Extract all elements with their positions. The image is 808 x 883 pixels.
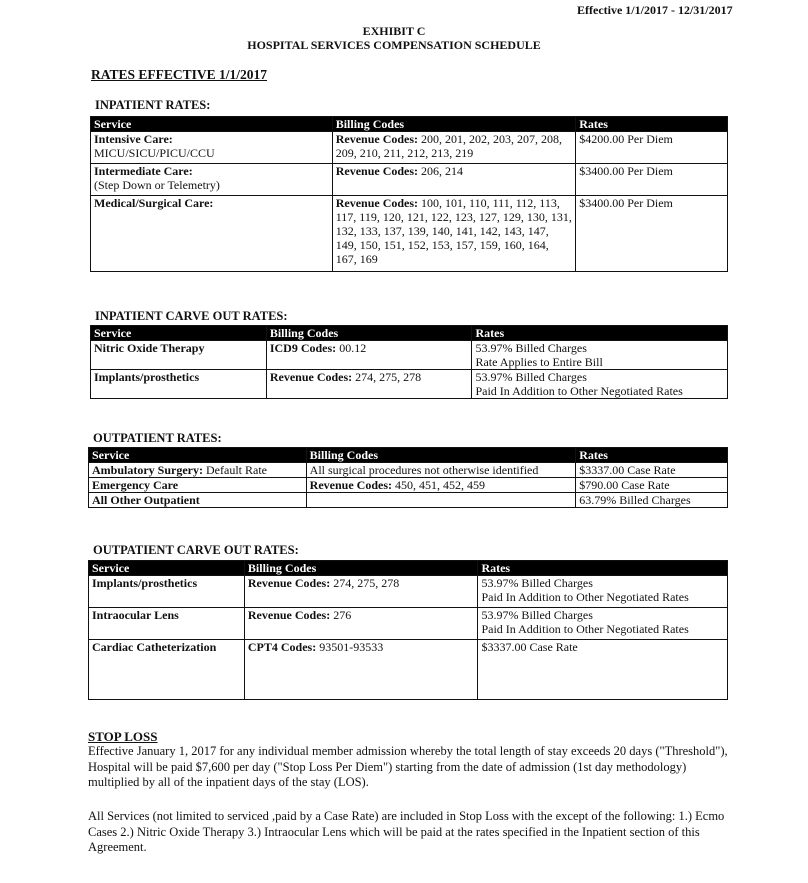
table-row — [89, 478, 728, 493]
codes-cell — [332, 164, 576, 196]
table-row — [89, 493, 728, 508]
stop-loss-heading: STOP LOSS — [88, 729, 158, 744]
service-name: Intensive Care: — [94, 132, 173, 146]
table-row — [89, 576, 728, 608]
inpatient-carve-heading: INPATIENT CARVE OUT RATES: — [95, 309, 288, 323]
column-header: Rates — [576, 448, 728, 463]
table-header-row — [91, 326, 728, 341]
codes-label: Revenue Codes: — [335, 132, 419, 146]
service-cell: Intraocular Lens — [89, 608, 245, 640]
codes-cell — [244, 640, 478, 700]
service-cell — [91, 196, 333, 272]
table-row — [89, 463, 728, 478]
service-cell: All Other Outpatient — [89, 493, 307, 508]
column-header: Rates — [472, 326, 728, 341]
codes-cell — [266, 370, 472, 399]
codes-value: 274, 275, 278 — [352, 370, 422, 384]
table-row — [91, 132, 728, 164]
column-header: Service — [89, 561, 245, 576]
codes-label: Revenue Codes: — [309, 478, 392, 492]
rate-note: Paid In Addition to Other Negotiated Rates — [481, 622, 689, 636]
rate-cell — [472, 370, 728, 399]
rate-cell: $3337.00 Case Rate — [576, 463, 728, 478]
service-cell: Implants/prosthetics — [91, 370, 267, 399]
service-cell: Nitric Oxide Therapy — [91, 341, 267, 370]
service-cell — [91, 132, 333, 164]
rate-note: Paid In Addition to Other Negotiated Rates — [475, 384, 683, 398]
codes-label: ICD9 Codes: — [269, 341, 337, 355]
stop-loss-paragraph: Effective January 1, 2017 for any individual member admission whereby the total length of stay exceeds 20 days ("Threshold"), Hospital will be paid $7,600 per day ("Stop Loss Per Diem") starting from the date of admission (1st day methodology) multiplied by all of the inpatient days of the stay (LOS). — [88, 744, 728, 789]
rate-cell: 63.79% Billed Charges — [576, 493, 728, 508]
table-header-row — [89, 561, 728, 576]
rate-cell — [478, 640, 728, 700]
service-cell — [91, 164, 333, 196]
codes-value: 450, 451, 452, 459 — [392, 478, 485, 492]
document-title: HOSPITAL SERVICES COMPENSATION SCHEDULE — [247, 38, 541, 52]
column-header: Rates — [576, 117, 728, 132]
codes-label: Revenue Codes: — [335, 164, 419, 178]
table-row — [91, 370, 728, 399]
codes-cell — [332, 132, 576, 164]
table-row — [91, 164, 728, 196]
rate-line: 53.97% Billed Charges — [475, 370, 587, 384]
column-header: Billing Codes — [266, 326, 472, 341]
rate-cell — [478, 576, 728, 608]
column-header: Billing Codes — [306, 448, 576, 463]
codes-cell — [244, 608, 478, 640]
service-name: Ambulatory Surgery: — [92, 463, 203, 477]
outpatient-carve-heading: OUTPATIENT CARVE OUT RATES: — [93, 543, 299, 557]
codes-value: 206, 214 — [418, 164, 464, 178]
inpatient-carve-table — [90, 325, 728, 399]
column-header: Service — [91, 326, 267, 341]
outpatient-table — [88, 447, 728, 508]
rates-effective-heading: RATES EFFECTIVE 1/1/2017 — [91, 67, 268, 82]
service-sub: (Step Down or Telemetry) — [94, 178, 220, 192]
rate-cell: $3400.00 Per Diem — [576, 196, 728, 272]
codes-cell — [306, 478, 576, 493]
rate-cell: $4200.00 Per Diem — [576, 132, 728, 164]
table-row — [91, 196, 728, 272]
rate-cell — [478, 608, 728, 640]
rate-line: 53.97% Billed Charges — [481, 576, 593, 590]
service-rest: Default Rate — [203, 463, 267, 477]
table-header-row — [91, 117, 728, 132]
codes-cell — [266, 341, 472, 370]
codes-value: 100, 101, 110, 111, 112, 113, 117, 119, 120, 121, 122, 123, 127, 129, 130, 131, 132, 133, 137, 139, 140, 141, 142, 143, 147, 149, 150, 151, 152, 153, 157, 159, 160, 164, 167, 169 — [335, 196, 572, 266]
codes-cell — [244, 576, 478, 608]
codes-cell — [332, 196, 576, 272]
codes-label: Revenue Codes: — [247, 608, 331, 622]
service-sub: MICU/SICU/PICU/CCU — [94, 146, 215, 160]
table-row — [89, 608, 728, 640]
rate-note: Paid In Addition to Other Negotiated Rates — [481, 590, 689, 604]
exhibit-label: EXHIBIT C — [362, 24, 426, 38]
outpatient-carve-table — [88, 560, 728, 700]
codes-cell: All surgical procedures not otherwise identified — [306, 463, 576, 478]
codes-label: Revenue Codes: — [335, 196, 419, 210]
effective-date: Effective 1/1/2017 - 12/31/2017 — [577, 3, 733, 17]
column-header: Service — [91, 117, 333, 132]
codes-label: Revenue Codes: — [247, 576, 331, 590]
stop-loss-exceptions: All Services (not limited to serviced ,paid by a Case Rate) are included in Stop Loss with the except of the following: 1.) Ecmo Cases 2.) Nitric Oxide Therapy 3.) Intraocular Lens which will be paid at the rates specified in the Inpatient section of this Agreement. — [88, 809, 725, 854]
rate-cell: $3400.00 Per Diem — [576, 164, 728, 196]
rate-note: Rate Applies to Entire Bill — [475, 355, 603, 369]
column-header: Billing Codes — [244, 561, 478, 576]
service-cell: Cardiac Catheterization — [89, 640, 245, 700]
service-cell: Emergency Care — [89, 478, 307, 493]
codes-value: 276 — [330, 608, 352, 622]
rate-cell: $790.00 Case Rate — [576, 478, 728, 493]
table-row — [91, 341, 728, 370]
service-cell — [89, 463, 307, 478]
rate-line: $3337.00 Case Rate — [481, 640, 578, 654]
table-header-row — [89, 448, 728, 463]
codes-value: 93501-93533 — [316, 640, 384, 654]
service-cell: Implants/prosthetics — [89, 576, 245, 608]
service-name: Medical/Surgical Care: — [94, 196, 214, 210]
codes-value: 274, 275, 278 — [330, 576, 400, 590]
codes-value: 00.12 — [336, 341, 367, 355]
codes-value: 200, 201, 202, 203, 207, 208, 209, 210, 211, 212, 213, 219 — [335, 132, 563, 160]
codes-label: Revenue Codes: — [269, 370, 353, 384]
outpatient-heading: OUTPATIENT RATES: — [93, 431, 222, 445]
rate-cell — [472, 341, 728, 370]
column-header: Service — [89, 448, 307, 463]
column-header: Billing Codes — [332, 117, 576, 132]
codes-label: CPT4 Codes: — [247, 640, 317, 654]
codes-cell — [306, 493, 576, 508]
rate-line: 53.97% Billed Charges — [475, 341, 587, 355]
service-name: Intermediate Care: — [94, 164, 193, 178]
column-header: Rates — [478, 561, 728, 576]
inpatient-table — [90, 116, 728, 272]
inpatient-heading: INPATIENT RATES: — [95, 98, 211, 112]
rate-line: 53.97% Billed Charges — [481, 608, 593, 622]
table-row — [89, 640, 728, 700]
